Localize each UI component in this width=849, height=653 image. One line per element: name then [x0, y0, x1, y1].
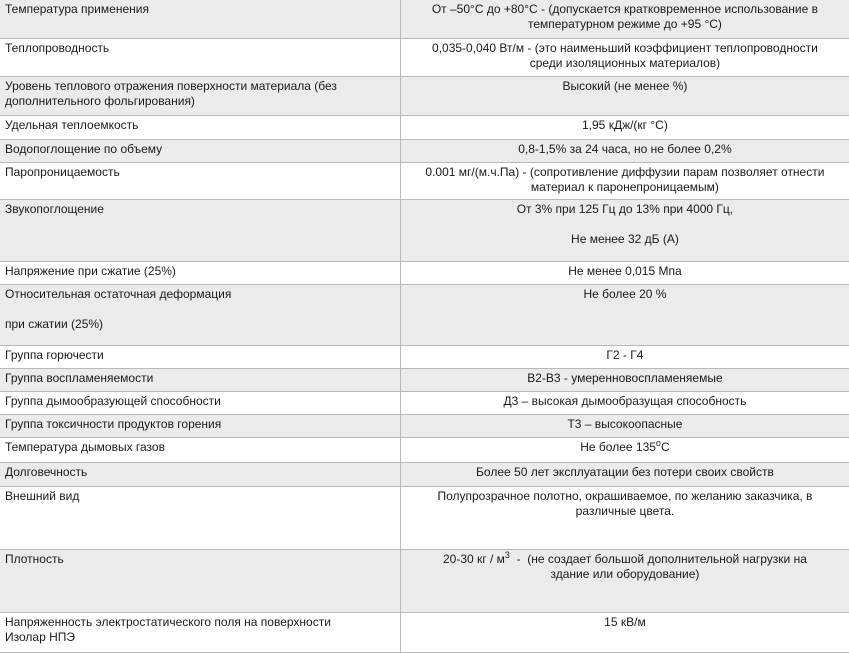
- table-row: [0, 139, 849, 162]
- property-cell: Удельная теплоемкость: [0, 115, 400, 139]
- property-cell: Группа горючести: [0, 345, 400, 368]
- value-cell: В2-В3 - умеренновоспламеняемые: [400, 368, 849, 391]
- table-row: [0, 199, 849, 261]
- property-cell: Группа воспламеняемости: [0, 368, 400, 391]
- property-cell: Температура дымовых газов: [0, 437, 400, 462]
- value-cell: Полупрозрачное полотно, окрашиваемое, по желанию заказчика, в различные цвета.: [400, 486, 849, 549]
- property-cell: Звукопоглощение: [0, 199, 400, 261]
- table-row: [0, 414, 849, 437]
- table-row: [0, 549, 849, 612]
- cubic-superscript: 3: [504, 549, 510, 560]
- table-row: [0, 462, 849, 486]
- table-row: [0, 162, 849, 199]
- value-cell: От –50°С до +80°С - (допускается кратковременное использование в температурном режиме до +95 °С): [400, 0, 849, 38]
- value-cell: Высокий (не менее %): [400, 76, 849, 115]
- property-cell: Плотность: [0, 549, 400, 612]
- value-cell: Не более 20 %: [400, 284, 849, 345]
- degree-superscript: o: [655, 437, 661, 448]
- value-cell: Г2 - Г4: [400, 345, 849, 368]
- table-row: [0, 391, 849, 414]
- property-cell: Паропроницаемость: [0, 162, 400, 199]
- value-cell: 20-30 кг / $м^3 - (не$ создает большой дополнительной нагрузки на здание или оборудование): [400, 549, 849, 612]
- table-row: [0, 115, 849, 139]
- table-row: [0, 437, 849, 462]
- property-cell: Группа дымообразующей способности: [0, 391, 400, 414]
- property-cell: Уровень теплового отражения поверхности материала (без дополнительного фольгирования): [0, 76, 400, 115]
- value-cell: Не более 135$^o$С: [400, 437, 849, 462]
- value-cell: Д3 – высокая дымообразущая способность: [400, 391, 849, 414]
- property-cell: Внешний вид: [0, 486, 400, 549]
- property-cell: Напряженность электростатического поля на поверхности Изолар НПЭ: [0, 612, 400, 652]
- table-row: [0, 38, 849, 76]
- table-row: [0, 345, 849, 368]
- value-cell: Не менее 0,015 Мпа: [400, 261, 849, 284]
- property-cell: Водопоглощение по объему: [0, 139, 400, 162]
- table-row: [0, 261, 849, 284]
- property-cell: Теплопроводность: [0, 38, 400, 76]
- value-cell: 0,8-1,5% за 24 часа, но не более 0,2%: [400, 139, 849, 162]
- property-cell: Относительная остаточная деформация при сжатии (25%): [0, 284, 400, 345]
- value-cell: 0.001 мг/(м.ч.Па) - (сопротивление диффузии парам позволяет отнести материал к паронепроницаемым): [400, 162, 849, 199]
- value-cell: От 3% при 125 Гц до 13% при 4000 Гц, Не менее 32 дБ (А): [400, 199, 849, 261]
- table-row: [0, 76, 849, 115]
- value-cell: Более 50 лет эксплуатации без потери своих свойств: [400, 462, 849, 486]
- value-cell: 1,95 кДж/(кг °С): [400, 115, 849, 139]
- table-row: [0, 486, 849, 549]
- table-row: [0, 0, 849, 38]
- value-cell: Т3 – высокоопасные: [400, 414, 849, 437]
- value-cell: 15 кВ/м: [400, 612, 849, 652]
- property-cell: Напряжение при сжатие (25%): [0, 261, 400, 284]
- table-row: [0, 612, 849, 652]
- property-cell: Долговечность: [0, 462, 400, 486]
- property-cell: Температура применения: [0, 0, 400, 38]
- property-cell: Группа токсичности продуктов горения: [0, 414, 400, 437]
- table-row: [0, 368, 849, 391]
- table-row: [0, 284, 849, 345]
- value-cell: 0,035-0,040 Вт/м - (это наименьший коэффициент теплопроводности среди изоляционных материалов): [400, 38, 849, 76]
